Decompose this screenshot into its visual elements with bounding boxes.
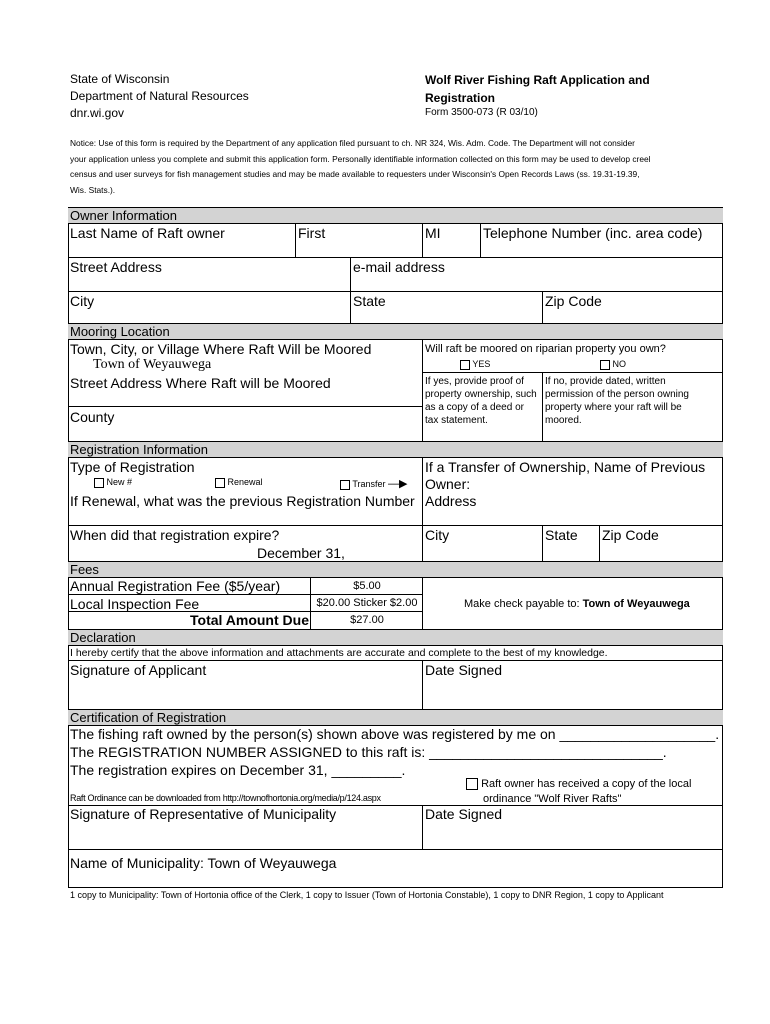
county-field[interactable]: County xyxy=(70,409,115,425)
renewal-checkbox[interactable] xyxy=(215,478,225,488)
section-registration-information: Registration Information xyxy=(68,441,723,458)
previous-owner-city-field[interactable]: City xyxy=(425,527,450,543)
no-note-line: permission of the person owning xyxy=(545,389,689,400)
yes-note-line: as a copy of a deed or xyxy=(425,402,524,413)
zip-field[interactable]: Zip Code xyxy=(545,293,602,309)
cert-registration-number-line[interactable]: The REGISTRATION NUMBER ASSIGNED to this raft is: ______________________________. xyxy=(70,744,667,760)
cert-expiration-line[interactable]: The registration expires on December 31, _________. xyxy=(70,762,406,778)
form-title-line2: Registration xyxy=(425,91,496,105)
notice-line: your application unless you complete and submit this application form. Personally identifiable information collected on this form may be used to develop creel xyxy=(70,153,651,164)
annual-fee-value: $5.00 xyxy=(353,580,381,592)
no-note-line: property where your raft will be xyxy=(545,402,682,413)
notice-line: Notice: Use of this form is required by the Department of any application filed pursuant to ch. NR 324, Wis. Adm. Code. The Department will not consider xyxy=(70,138,635,148)
first-name-field[interactable]: First xyxy=(298,225,326,241)
renewal-label: Renewal xyxy=(227,477,263,487)
section-mooring-location: Mooring Location xyxy=(68,323,723,340)
mi-field[interactable]: MI xyxy=(425,225,441,241)
arrow-right-icon: —▶ xyxy=(388,478,408,490)
form-title xyxy=(425,71,650,107)
new-option[interactable] xyxy=(94,477,132,488)
riparian-question: Will raft be moored on riparian property you own? xyxy=(425,343,666,355)
new-checkbox[interactable] xyxy=(94,478,104,488)
no-note xyxy=(545,375,689,427)
ordinance-check-line1: Raft owner has received a copy of the local xyxy=(481,778,692,790)
applicant-signature-field[interactable]: Signature of Applicant xyxy=(70,662,207,678)
ordinance-url: Raft Ordinance can be downloaded from http://townofhortonia.org/media/p/124.aspx xyxy=(70,793,381,803)
payable-to-value: Town of Weyauwega xyxy=(582,598,690,610)
city-field[interactable]: City xyxy=(70,293,95,309)
new-label: New # xyxy=(106,477,133,487)
section-owner-information: Owner Information xyxy=(68,207,723,224)
agency-department: Department of Natural Resources xyxy=(70,89,249,103)
expire-value[interactable]: December 31, xyxy=(257,545,345,561)
declaration-text: I hereby certify that the above information and attachments are accurate and complete to the best of my knowledge. xyxy=(70,647,608,659)
inspection-fee-value: $20.00 Sticker $2.00 xyxy=(316,597,418,609)
previous-owner-label: Owner: xyxy=(425,476,471,492)
yes-label: YES xyxy=(472,359,491,369)
mooring-town-label: Town, City, or Village Where Raft Will be Moored xyxy=(70,341,372,357)
mooring-street-field[interactable]: Street Address Where Raft will be Moored xyxy=(70,375,331,391)
riparian-no[interactable] xyxy=(600,359,626,370)
municipality-signature-field[interactable]: Signature of Representative of Municipality xyxy=(70,806,337,822)
renewal-previous-number-field[interactable]: If Renewal, what was the previous Registration Number xyxy=(70,493,415,509)
annual-fee-label: Annual Registration Fee ($5/year) xyxy=(70,578,281,594)
inspection-fee-label: Local Inspection Fee xyxy=(70,596,200,612)
total-due-label: Total Amount Due xyxy=(190,612,309,628)
total-due-value: $27.00 xyxy=(350,614,384,626)
transfer-checkbox[interactable] xyxy=(340,480,350,490)
previous-owner-label: If a Transfer of Ownership, Name of Previous xyxy=(425,459,706,475)
riparian-yes[interactable] xyxy=(460,359,490,370)
form-title-line1: Wolf River Fishing Raft Application and xyxy=(425,73,650,87)
previous-owner-field[interactable] xyxy=(425,459,705,493)
applicant-date-field[interactable]: Date Signed xyxy=(425,662,503,678)
yes-note-line: If yes, provide proof of xyxy=(425,376,524,387)
section-certification: Certification of Registration xyxy=(68,709,723,726)
payable-to xyxy=(464,598,690,610)
mooring-town-value[interactable]: Town of Weyauwega xyxy=(93,357,212,372)
transfer-label: Transfer xyxy=(352,479,386,489)
renewal-option[interactable] xyxy=(215,477,263,488)
previous-owner-state-field[interactable]: State xyxy=(545,527,578,543)
ordinance-checkbox[interactable] xyxy=(466,778,478,790)
type-of-registration-label: Type of Registration xyxy=(70,459,195,475)
street-address-field[interactable]: Street Address xyxy=(70,259,162,275)
expire-question: When did that registration expire? xyxy=(70,527,280,543)
no-checkbox[interactable] xyxy=(600,360,610,370)
notice-line: census and user surveys for fish management studies and may be made available to requesters under Wisconsin's Open Records Laws (ss. 19.31-19.39, xyxy=(70,169,640,179)
phone-field[interactable]: Telephone Number (inc. area code) xyxy=(483,225,703,241)
notice-line: Wis. Stats.). xyxy=(70,184,116,195)
no-note-line: If no, provide dated, written xyxy=(545,376,666,387)
section-fees: Fees xyxy=(68,561,723,578)
cert-registered-date-line[interactable]: The fishing raft owned by the person(s) shown above was registered by me on ____________________. xyxy=(70,726,720,742)
no-label: NO xyxy=(612,359,627,369)
municipality-name[interactable]: Name of Municipality: Town of Weyauwega xyxy=(70,855,337,871)
footer-copies: 1 copy to Municipality: Town of Hortonia office of the Clerk, 1 copy to Issuer (Town of Hortonia Constable), 1 copy to DNR Region, 1 copy to Applicant xyxy=(70,890,664,900)
yes-checkbox[interactable] xyxy=(460,360,470,370)
previous-owner-zip-field[interactable]: Zip Code xyxy=(602,527,659,543)
last-name-field[interactable]: Last Name of Raft owner xyxy=(70,225,225,241)
agency-block xyxy=(70,71,249,122)
yes-note-line: tax statement. xyxy=(425,415,488,426)
no-note-line: moored. xyxy=(545,415,582,426)
municipality-date-field[interactable]: Date Signed xyxy=(425,806,503,822)
ordinance-received[interactable] xyxy=(466,777,691,807)
agency-website: dnr.wi.gov xyxy=(70,106,125,120)
yes-note xyxy=(425,375,537,427)
agency-state: State of Wisconsin xyxy=(70,72,170,86)
state-field[interactable]: State xyxy=(353,293,386,309)
previous-owner-address-field[interactable]: Address xyxy=(425,493,477,509)
notice xyxy=(70,136,720,198)
ordinance-check-line2: ordinance "Wolf River Rafts" xyxy=(483,793,622,805)
section-declaration: Declaration xyxy=(68,629,723,646)
payable-to-label: Make check payable to: xyxy=(464,598,583,610)
yes-note-line: property ownership, such xyxy=(425,389,537,400)
email-field[interactable]: e-mail address xyxy=(353,259,445,275)
transfer-option[interactable] xyxy=(340,477,408,490)
form-number: Form 3500-073 (R 03/10) xyxy=(425,107,538,118)
